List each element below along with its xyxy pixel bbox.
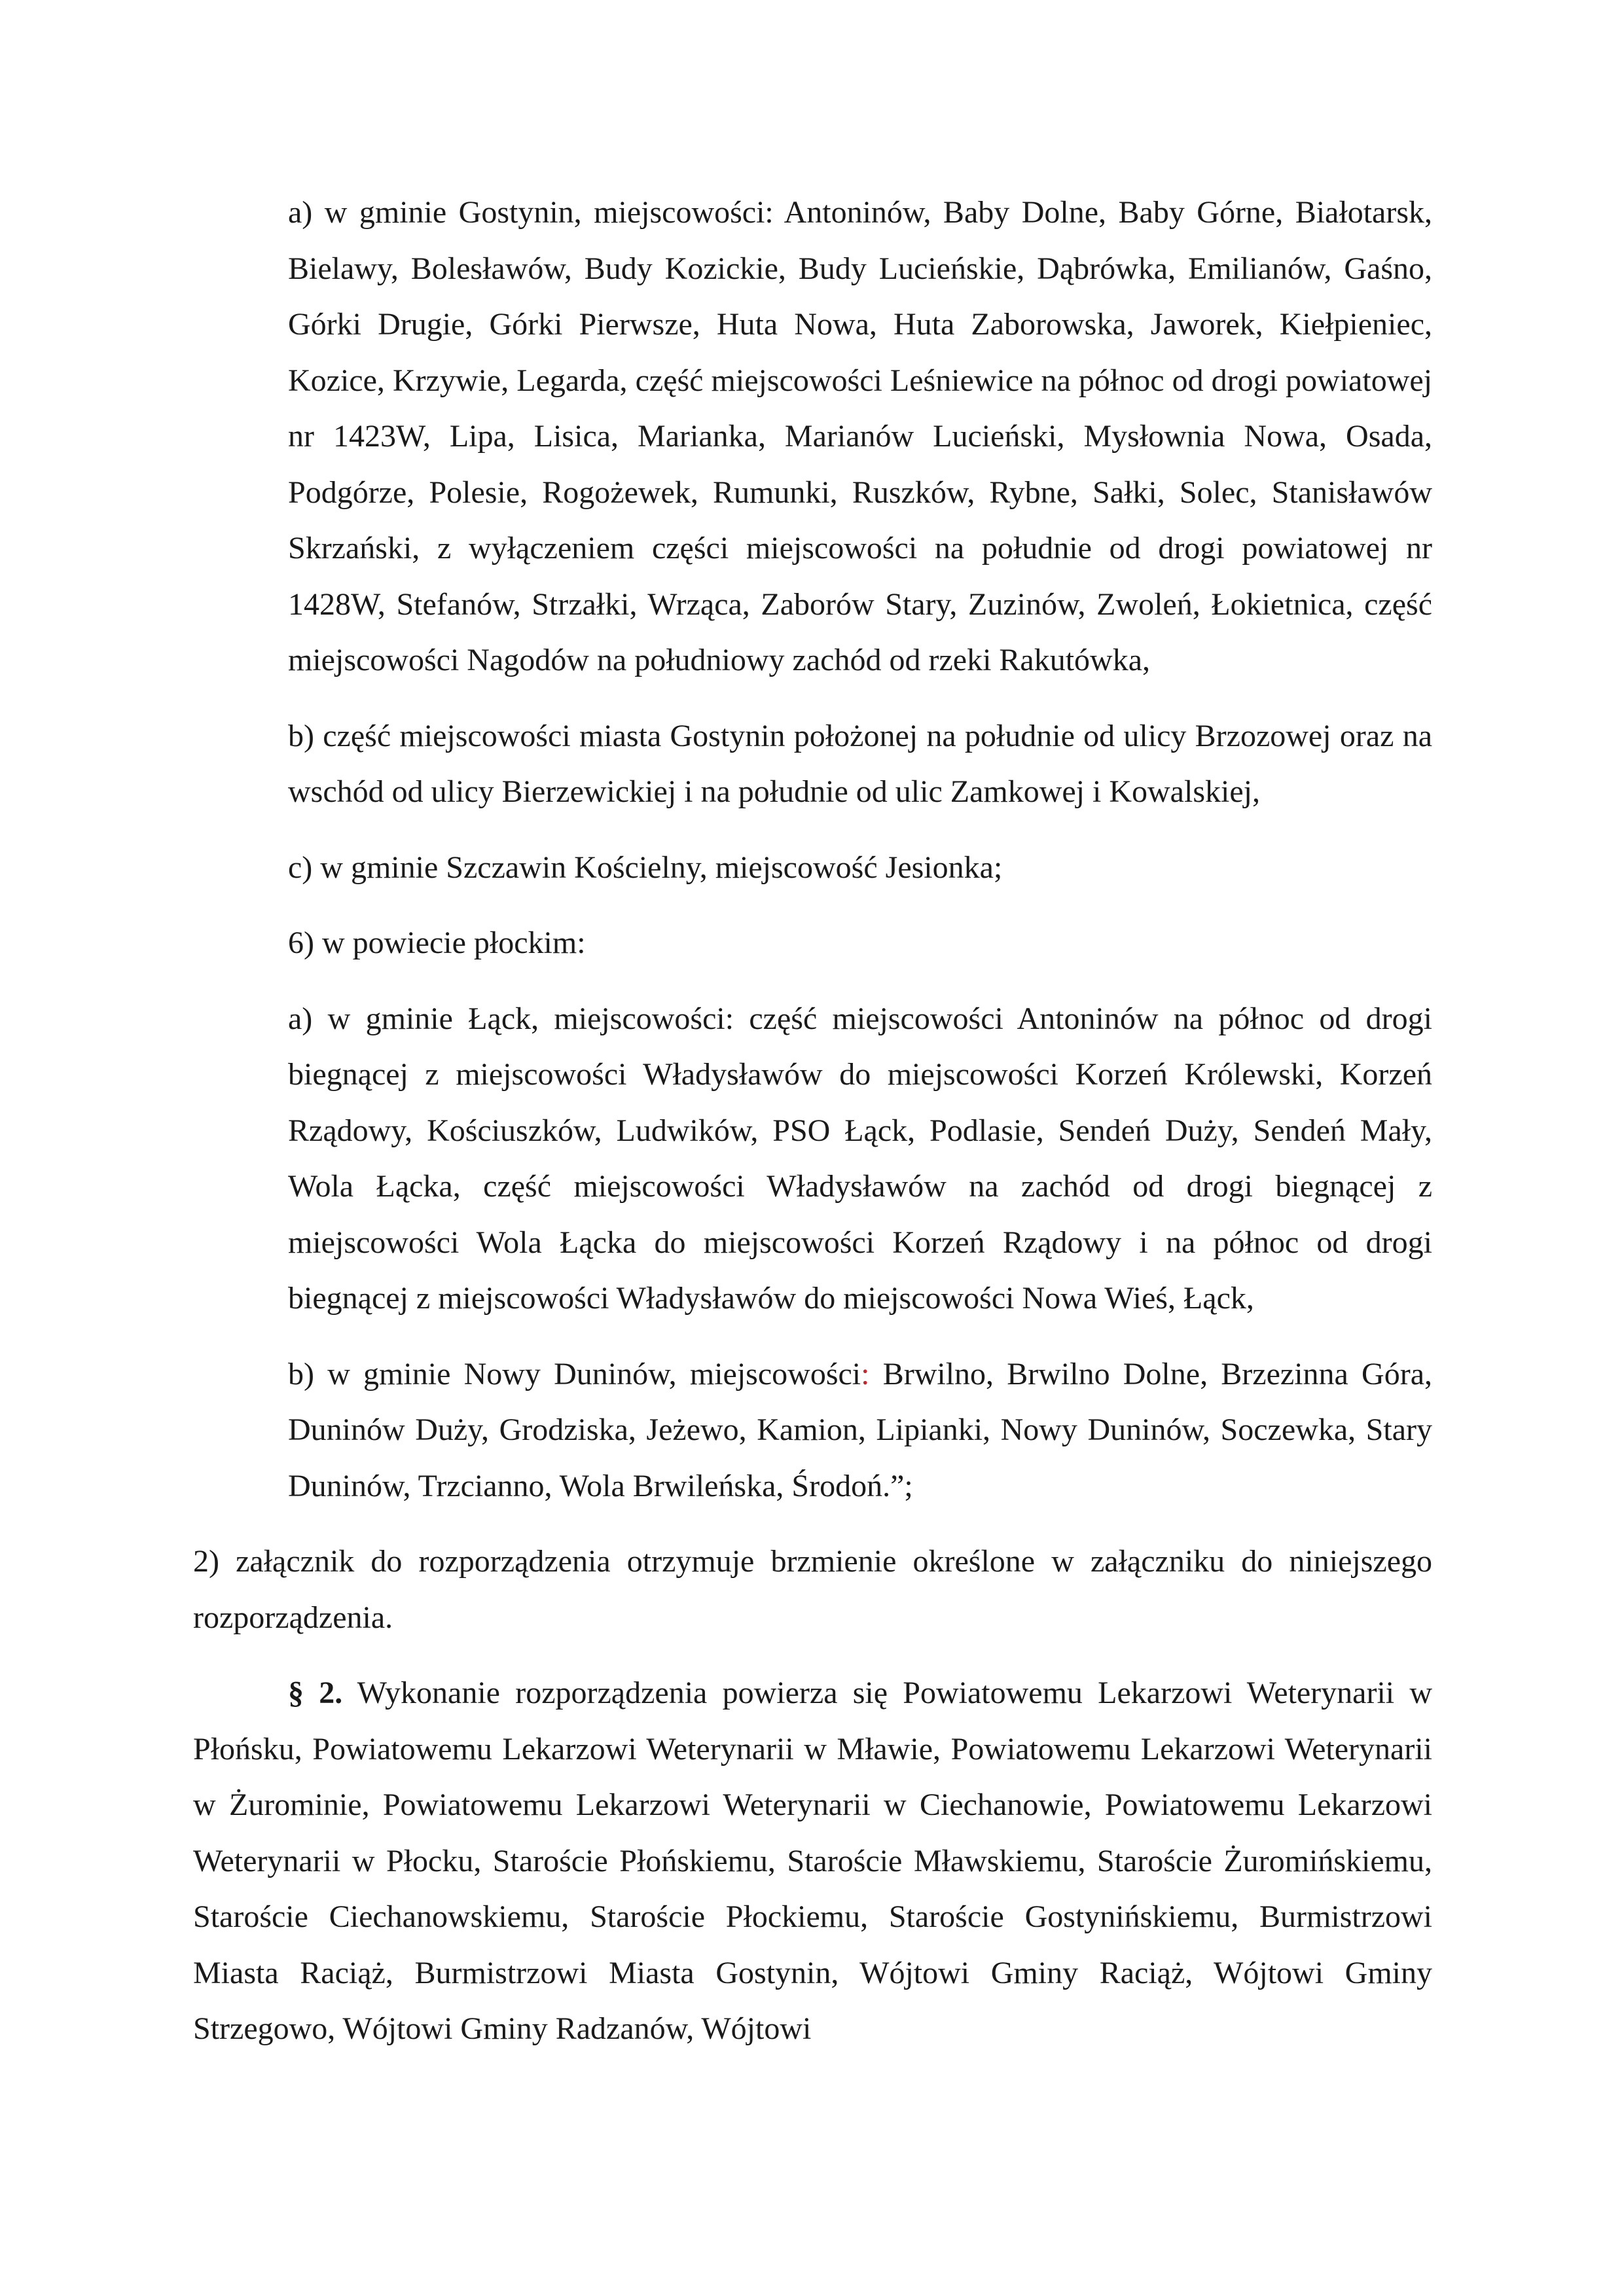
- paragraph-5b: b) część miejscowości miasta Gostynin położonej na południe od ulicy Brzozowej oraz na wschód od ulicy Bierzewickiej i na południe od ulic Zamkowej i Kowalskiej,: [288, 718, 1432, 809]
- paragraph-6b-start: b) w gminie Nowy Duninów, miejscowości: [288, 1356, 861, 1391]
- paragraph-5a: a) w gminie Gostynin, miejscowości: Antoninów, Baby Dolne, Baby Górne, Białotarsk, Bielawy, Bolesławów, Budy Kozickie, Budy Lucieńskie, Dąbrówka, Emilianów, Gaśno, Górki Drugie, Górki Pierwsze, Huta Nowa, Huta Zaborowska, Jaworek, Kiełpieniec, Kozice, Krzywie, Legarda, część miejscowości Leśniewice na północ od drogi powiatowej nr 1423W, Lipa, Lisica, Marianka, Marianów Lucieński, Mysłownia Nowa, Osada, Podgórze, Polesie, Rogożewek, Rumunki, Ruszków, Rybne, Sałki, Solec, Stanisławów Skrzański, z wyłączeniem części miejscowości na południe od drogi powiatowej nr 1428W, Stefanów, Strzałki, Wrząca, Zaborów Stary, Zuzinów, Zwoleń, Łokietnica, część miejscowości Nagodów na południowy zachód od rzeki Rakutówka,: [288, 195, 1432, 677]
- paragraph-6a: a) w gminie Łąck, miejscowości: część miejscowości Antoninów na północ od drogi biegnącej z miejscowości Władysławów do miejscowości Korzeń Królewski, Korzeń Rządowy, Kościuszków, Ludwików, PSO Łąck, Podlasie, Sendeń Duży, Sendeń Mały, Wola Łącka, część miejscowości Władysławów na zachód od drogi biegnącej z miejscowości Wola Łącka do miejscowości Korzeń Rządowy i na północ od drogi biegnącej z miejscowości Władysławów do miejscowości Nowa Wieś, Łąck,: [288, 1001, 1432, 1316]
- section-2: [193, 1665, 1432, 2057]
- section-2-text: Wykonanie rozporządzenia powierza się Powiatowemu Lekarzowi Weterynarii w Płońsku, Powiatowemu Lekarzowi Weterynarii w Mławie, Powiatowemu Lekarzowi Weterynarii w Żurominie, Powiatowemu Lekarzowi Weterynarii w Ciechanowie, Powiatowemu Lekarzowi Weterynarii w Płocku, Staroście Płońskiemu, Staroście Mławskiemu, Staroście Żuromińskiemu, Staroście Ciechanowskiemu, Staroście Płockiemu, Staroście Gostynińskiemu, Burmistrzowi Miasta Raciąż, Burmistrzowi Miasta Gostynin, Wójtowi Gminy Raciąż, Wójtowi Gminy Strzegowo, Wójtowi Gminy Radzanów, Wójtowi: [193, 1676, 1433, 2046]
- section-mark: § 2.: [288, 1676, 343, 1710]
- paragraph-6b-rest: Brwilno, Brwilno Dolne, Brzezinna Góra, Duninów Duży, Grodziska, Jeżewo, Kamion, Lipianki, Nowy Duninów, Soczewka, Stary Duninów, Trzcianno, Wola Brwileńska, Środoń.”;: [288, 1356, 1432, 1503]
- paragraph-6b-colon: :: [861, 1356, 870, 1391]
- paragraph-2: 2) załącznik do rozporządzenia otrzymuje brzmienie określone w załączniku do niniejszego rozporządzenia.: [193, 1544, 1432, 1635]
- paragraph-5c: c) w gminie Szczawin Kościelny, miejscowość Jesionka;: [288, 850, 1003, 885]
- paragraph-6-heading: 6) w powiecie płockim:: [288, 925, 586, 960]
- document-body: [193, 185, 1432, 2057]
- paragraph-6b: [193, 1346, 1432, 1515]
